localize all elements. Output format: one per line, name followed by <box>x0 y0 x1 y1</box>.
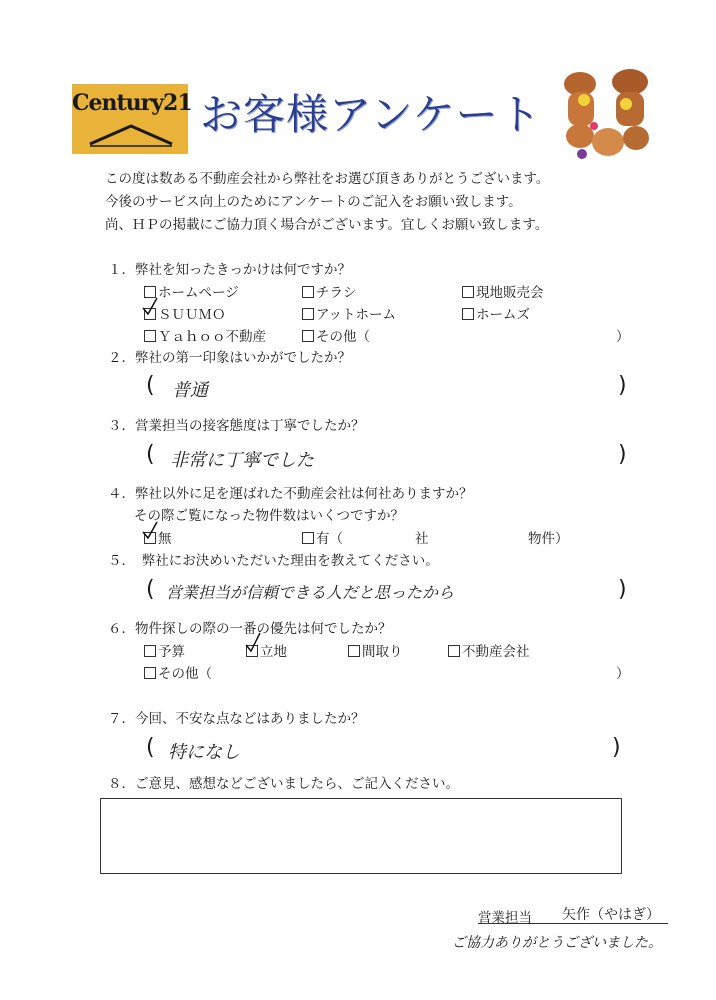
q4-option-none[interactable]: 無 <box>144 527 172 547</box>
checkbox[interactable] <box>348 645 360 657</box>
q2-label: ２．弊社の第一印象はいかがでしたか？ <box>108 350 351 366</box>
q5-answer[interactable]: 営業担当が信頼できる人だと思ったから <box>166 583 455 602</box>
checkbox[interactable] <box>144 645 156 657</box>
q6-option-budget[interactable]: 予算 <box>144 640 185 660</box>
q4-option-yes[interactable]: 有（ <box>302 527 343 547</box>
q1-option-homes[interactable]: ホームズ <box>462 303 530 323</box>
checkbox[interactable] <box>448 645 460 657</box>
q3-close-paren: ) <box>618 442 627 467</box>
checkbox[interactable] <box>462 286 474 298</box>
q7-open-paren: ( <box>146 735 155 760</box>
q1-option-open-house[interactable]: 現地販売会 <box>462 281 544 301</box>
check-mark-icon <box>140 296 160 318</box>
comment-box[interactable] <box>100 798 622 874</box>
staff-name: 矢作（やはぎ） <box>562 907 660 923</box>
q3-label: ３．営業担当の接客態度は丁寧でしたか？ <box>108 418 365 434</box>
q5-label: ５． 弊社にお決めいただいた理由を教えてください。 <box>108 553 439 569</box>
q3-answer[interactable]: 非常に丁寧でした <box>170 450 314 471</box>
intro-line-2: 今後のサービス向上のためにアンケートのご記入をお願い致します。 <box>105 194 522 210</box>
logo-roof-icon <box>86 118 176 148</box>
page-title: お客様アンケート <box>200 90 542 139</box>
check-mark-icon <box>243 631 263 655</box>
intro-line-1: この度は数ある不動産会社から弊社をお選び頂きありがとうございます。 <box>105 171 550 187</box>
q6-label: ６．物件探しの際の一番の優先は何でしたか？ <box>108 621 392 637</box>
checkbox[interactable] <box>144 667 156 679</box>
q1-option-flyer[interactable]: チラシ <box>302 281 357 301</box>
dog-mascot-icon <box>550 62 660 162</box>
q6-option-location[interactable]: 立地 <box>246 640 287 660</box>
signature-line <box>478 923 668 924</box>
q4-unit-company: 社 <box>415 531 429 547</box>
q3-open-paren: ( <box>146 442 155 467</box>
q6-option-other[interactable]: その他（ <box>144 662 212 682</box>
checkbox[interactable] <box>302 532 314 544</box>
checkbox[interactable] <box>462 308 474 320</box>
q6-other-close-paren: ） <box>616 666 630 682</box>
q2-close-paren: ) <box>618 373 627 398</box>
checkbox[interactable] <box>302 308 314 320</box>
q1-option-athome[interactable]: アットホーム <box>302 303 396 323</box>
q2-answer[interactable]: 普通 <box>172 380 208 401</box>
check-mark-icon <box>140 520 160 542</box>
century21-logo <box>72 84 192 154</box>
q1-other-close-paren: ） <box>616 329 630 345</box>
intro-line-3: 尚、ＨＰの掲載にご協力頂く場合がございます。宜しくお願い致します。 <box>105 217 549 233</box>
q1-option-homepage[interactable]: ホームページ <box>144 281 239 301</box>
logo-text: Century21 <box>72 90 192 116</box>
checkbox[interactable] <box>302 330 314 342</box>
q4-unit-property: 物件） <box>528 531 569 547</box>
q6-option-agency[interactable]: 不動産会社 <box>448 640 530 660</box>
q7-close-paren: ) <box>612 735 621 760</box>
q8-label: ８．ご意見、感想などございましたら、ご記入ください。 <box>108 776 459 792</box>
q7-label: ７．今回、不安な点などはありましたか？ <box>108 711 365 727</box>
checkbox[interactable] <box>144 330 156 342</box>
q6-option-layout[interactable]: 間取り <box>348 640 403 660</box>
thanks-text: ご協力ありがとうございました。 <box>452 935 662 951</box>
checkbox[interactable] <box>302 286 314 298</box>
q1-option-other[interactable]: その他（ <box>302 325 370 345</box>
q1-label: １．弊社を知ったきっかけは何ですか？ <box>108 262 351 278</box>
q7-answer[interactable]: 特になし <box>168 742 240 763</box>
q5-close-paren: ) <box>618 577 627 602</box>
q2-open-paren: ( <box>146 373 155 398</box>
q5-open-paren: ( <box>146 577 155 602</box>
q1-option-yahoo[interactable]: Ｙａｈｏｏ不動産 <box>144 325 266 345</box>
q1-option-suumo[interactable]: ＳＵＵＭＯ <box>144 303 226 323</box>
q4-label: ４．弊社以外に足を運ばれた不動産会社は何社ありますか？ <box>108 486 473 502</box>
q4-label-2: その際ご覧になった物件数はいくつですか？ <box>134 508 404 524</box>
staff-label: 営業担当 <box>478 910 532 926</box>
